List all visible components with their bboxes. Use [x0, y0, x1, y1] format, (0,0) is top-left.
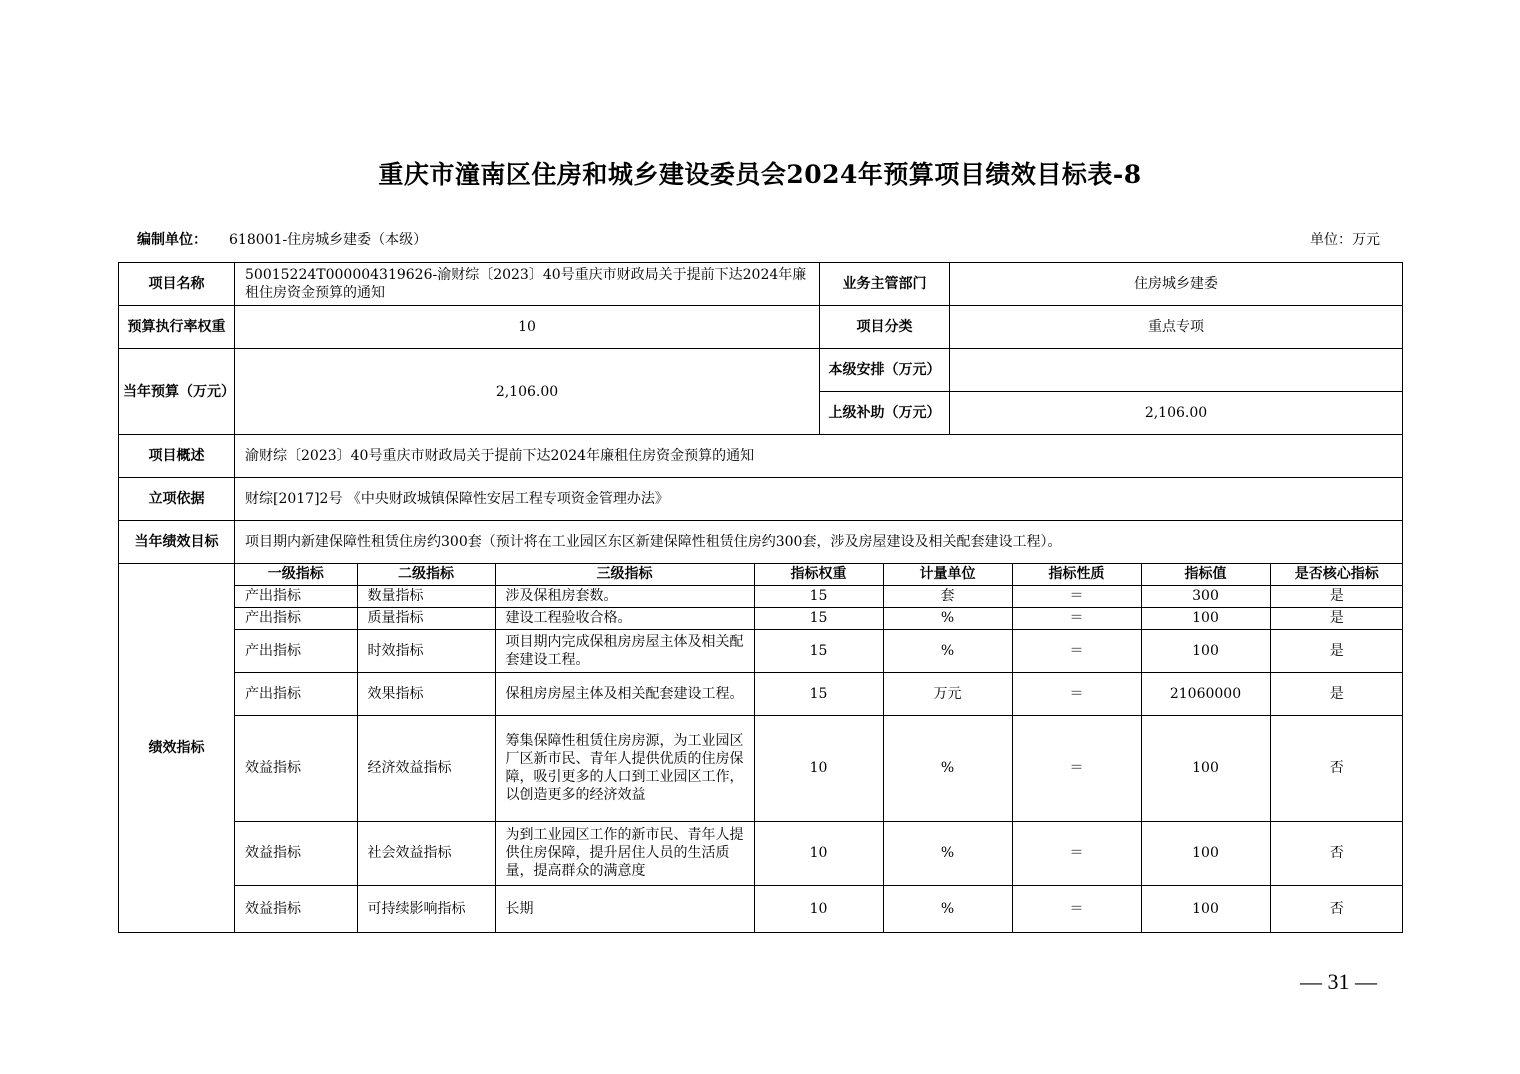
- compiling-unit-value: 618001-住房城乡建委（本级）: [229, 232, 428, 248]
- indicator-value: 21060000: [1141, 672, 1270, 715]
- indicator-nature: ＝: [1012, 585, 1141, 607]
- page-title: 重庆市潼南区住房和城乡建设委员会2024年预算项目绩效目标表-8: [378, 160, 1142, 189]
- project-name-value: 50015224T000004319626-渝财综〔2023〕40号重庆市财政局关于提前下达2024年廉租住房资金预算的通知: [235, 263, 820, 306]
- category-label: 项目分类: [820, 306, 950, 349]
- indicator-level1: 效益指标: [235, 821, 357, 885]
- indicator-value: 100: [1141, 885, 1270, 932]
- indicator-weight: 15: [754, 672, 883, 715]
- overview-label: 项目概述: [119, 435, 235, 478]
- local-funding-label: 本级安排（万元）: [820, 349, 950, 392]
- upper-subsidy-value: 2,106.00: [950, 392, 1403, 435]
- indicator-core: 是: [1270, 607, 1403, 629]
- budget-label: 当年预算（万元）: [119, 349, 235, 435]
- indicator-level2: 社会效益指标: [357, 821, 495, 885]
- dept-label: 业务主管部门: [820, 263, 950, 306]
- header-nature: 指标性质: [1012, 564, 1141, 585]
- local-funding-value: [950, 349, 1403, 392]
- indicator-level2: 质量指标: [357, 607, 495, 629]
- indicator-row: [235, 607, 1403, 629]
- indicators-cell: [235, 564, 1403, 933]
- indicator-weight: 10: [754, 821, 883, 885]
- goal-value: 项目期内新建保障性租赁住房约300套（预计将在工业园区东区新建保障性租赁住房约300套，涉及房屋建设及相关配套建设工程）。: [235, 521, 1403, 564]
- indicator-level1: 产出指标: [235, 629, 357, 672]
- indicator-nature: ＝: [1012, 715, 1141, 821]
- header-level2: 二级指标: [357, 564, 495, 585]
- indicator-level2: 效果指标: [357, 672, 495, 715]
- indicator-value: 100: [1141, 607, 1270, 629]
- overview-value: 渝财综〔2023〕40号重庆市财政局关于提前下达2024年廉租住房资金预算的通知: [235, 435, 1403, 478]
- indicator-level3: 长期: [495, 885, 754, 932]
- indicator-row: [235, 885, 1403, 932]
- indicator-value: 100: [1141, 821, 1270, 885]
- indicator-row: [235, 821, 1403, 885]
- indicator-level1: 产出指标: [235, 672, 357, 715]
- indicator-unit: %: [883, 607, 1012, 629]
- indicators-label: 绩效指标: [119, 564, 235, 933]
- indicator-weight: 10: [754, 885, 883, 932]
- indicator-nature: ＝: [1012, 672, 1141, 715]
- header-weight: 指标权重: [754, 564, 883, 585]
- indicator-core: 否: [1270, 821, 1403, 885]
- compiling-unit: [137, 229, 427, 249]
- indicator-unit: %: [883, 821, 1012, 885]
- currency-unit: 单位：万元: [1310, 232, 1380, 248]
- header-core: 是否核心指标: [1270, 564, 1403, 585]
- indicator-level1: 产出指标: [235, 585, 357, 607]
- indicator-level3: 保租房房屋主体及相关配套建设工程。: [495, 672, 754, 715]
- indicator-value: 100: [1141, 715, 1270, 821]
- indicator-level2: 数量指标: [357, 585, 495, 607]
- indicator-level1: 效益指标: [235, 885, 357, 932]
- indicators-header-row: [235, 564, 1403, 585]
- compiling-unit-label: 编制单位：: [137, 232, 207, 248]
- indicator-unit: %: [883, 715, 1012, 821]
- category-value: 重点专项: [950, 306, 1403, 349]
- header-unit: 计量单位: [883, 564, 1012, 585]
- indicator-unit: 套: [883, 585, 1012, 607]
- indicator-level3: 为到工业园区工作的新市民、青年人提供住房保障，提升居住人员的生活质量，提高群众的满意度: [495, 821, 754, 885]
- upper-subsidy-label: 上级补助（万元）: [820, 392, 950, 435]
- indicator-level3: 项目期内完成保租房房屋主体及相关配套建设工程。: [495, 629, 754, 672]
- indicator-weight: 10: [754, 715, 883, 821]
- goal-label: 当年绩效目标: [119, 521, 235, 564]
- indicator-unit: 万元: [883, 672, 1012, 715]
- indicator-row: [235, 585, 1403, 607]
- budget-value: 2,106.00: [235, 349, 820, 435]
- indicator-core: 是: [1270, 585, 1403, 607]
- indicator-nature: ＝: [1012, 885, 1141, 932]
- indicator-unit: %: [883, 629, 1012, 672]
- indicator-level2: 时效指标: [357, 629, 495, 672]
- indicator-row: [235, 629, 1403, 672]
- weight-label: 预算执行率权重: [119, 306, 235, 349]
- indicator-weight: 15: [754, 607, 883, 629]
- indicator-core: 否: [1270, 885, 1403, 932]
- indicator-level1: 产出指标: [235, 607, 357, 629]
- indicator-core: 是: [1270, 672, 1403, 715]
- dept-value: 住房城乡建委: [950, 263, 1403, 306]
- header-value: 指标值: [1141, 564, 1270, 585]
- weight-value: 10: [235, 306, 820, 349]
- indicator-level1: 效益指标: [235, 715, 357, 821]
- page-number: — 31 —: [1300, 969, 1377, 994]
- indicator-weight: 15: [754, 585, 883, 607]
- indicator-level3: 筹集保障性租赁住房房源，为工业园区厂区新市民、青年人提供优质的住房保障，吸引更多的人口到工业园区工作，以创造更多的经济效益: [495, 715, 754, 821]
- project-name-label: 项目名称: [119, 263, 235, 306]
- indicator-level3: 涉及保租房套数。: [495, 585, 754, 607]
- indicator-level3: 建设工程验收合格。: [495, 607, 754, 629]
- performance-table: [118, 262, 1403, 933]
- basis-label: 立项依据: [119, 478, 235, 521]
- indicator-core: 是: [1270, 629, 1403, 672]
- indicator-nature: ＝: [1012, 607, 1141, 629]
- indicator-value: 100: [1141, 629, 1270, 672]
- indicator-row: [235, 672, 1403, 715]
- header-level1: 一级指标: [235, 564, 357, 585]
- indicator-row: [235, 715, 1403, 821]
- indicator-nature: ＝: [1012, 821, 1141, 885]
- basis-value: 财综[2017]2号 《中央财政城镇保障性安居工程专项资金管理办法》: [235, 478, 1403, 521]
- indicator-weight: 15: [754, 629, 883, 672]
- indicator-nature: ＝: [1012, 629, 1141, 672]
- indicator-unit: %: [883, 885, 1012, 932]
- indicators-table: [235, 564, 1403, 932]
- indicator-level2: 可持续影响指标: [357, 885, 495, 932]
- indicator-value: 300: [1141, 585, 1270, 607]
- header-level3: 三级指标: [495, 564, 754, 585]
- indicator-level2: 经济效益指标: [357, 715, 495, 821]
- indicator-core: 否: [1270, 715, 1403, 821]
